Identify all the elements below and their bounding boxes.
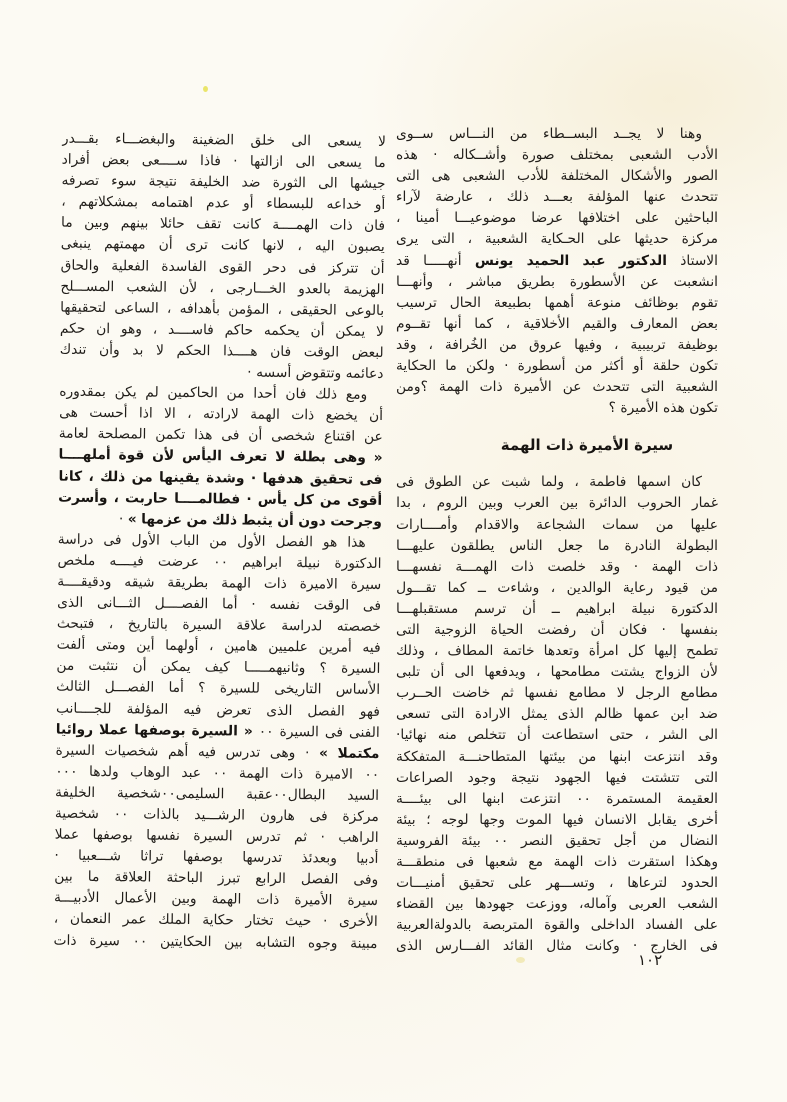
text-line: خصصته لدراسة علاقة السيرة بالتاريخ ، فتبحث <box>56 615 381 636</box>
text-line: الباحثين على اختلافها عرضا موضوعيـــا أمينا ، <box>396 210 718 227</box>
text-line: العقيمة المستمرة ٠٠ انتزعت ابنها الى بيئــــة <box>396 790 718 807</box>
text-line: هذا هو الفصل الأول من الباب الأول فى دراسة <box>57 531 366 551</box>
text-line: مبينة وجوه التشابه بين الحكايتين ٠٠ سيرة ذات <box>53 932 378 952</box>
text-line: تكون هذه الأميرة ؟ <box>608 400 718 417</box>
text-line: أخرى يقابل الانسان فيها الموت وجها لوجه ؛ بيئة <box>396 811 718 828</box>
paragraph <box>396 124 718 419</box>
text-line: الدكتورة نبيلة ابراهيم ــ أن ترسم مستقبلهـــا <box>396 600 718 617</box>
text-line: عليها من سمات الشجاعة والاقدام وأمــــارات <box>396 516 718 533</box>
text-line: الأدب الشعبى بمختلف صورة وأشــكاله · هذه <box>396 147 718 164</box>
text-line: الراهب · ثم تدرس السيرة نفسها بوصفها عملا <box>54 826 379 847</box>
text-line: ما يسعى الى ازالتها · فاذا ســــعى بعض أفراد <box>61 151 386 172</box>
text-line: لأن الزواج يشتت مطامحها ، ويدفعها الى أن تلبى <box>396 664 718 681</box>
text-line: أن يخضع ذات الهمة لارادته ، الا اذا أحست هى <box>59 404 384 425</box>
text-line: وهنا لا يجــد البســطاء من النـــاس ســوى <box>396 126 702 142</box>
text-line: « وهى بطلة لا تعرف اليأس لأن قوة أملهــــا <box>58 446 383 467</box>
text-line: تتحدث عنها المؤلفة بعـــد ذلك ، عارضة لآراء <box>396 189 718 206</box>
section-heading: سيرة الأميرة ذات الهمة <box>500 436 674 455</box>
text-line: بنفسها · فكان أن رفضت الحياة الزوجية التى <box>396 621 718 638</box>
text-line: الى الشر ، حتى استطاعت أن تتخلص منه نهائيا· <box>396 727 718 744</box>
text-line: الشعبية التى تتحدث عن الأميرة ذات الهمة ؟ومن <box>396 379 718 396</box>
text-line: أدبيا وبعدئذ تدرسها بوصفها تراثا شـــعبيا · <box>54 847 379 868</box>
text-line: ذات الهمة · وقد خلصت ذات الهمـــة نفسهـــا <box>396 558 718 575</box>
paragraph <box>58 382 384 533</box>
text-line: مكتملا » · وهى تدرس فيه أهم شخصيات السيرة <box>55 742 380 762</box>
text-line: تقوم بوظائف منوعة أهمها بطبيعة الحال ترسيب <box>396 294 718 311</box>
text-line: تطمح إليها كل امرأة وتعدها خاتمة المطاف ، وذلك <box>396 643 718 660</box>
text-line: الحدود لترعاها ، وتســـهر على تحقيق أمنيـــات <box>396 875 718 892</box>
text-line: مركزة حديثها على الحـكاية الشعبية ، التى يرى <box>396 231 718 248</box>
text-line: الهزيمة بالعدو الخـــارجى ، لأن الشعب المســـلح <box>60 278 385 298</box>
text-line: الشعب العربى وآماله، ووزعت جهودها بين القضاء <box>396 896 718 913</box>
text-line: وفى الفصل الرابع تبرز الباحثة العلاقة ما بين <box>54 868 379 889</box>
left-column <box>53 129 386 955</box>
text-line: أقوى من كل يأس · فطالمــــا حاربت ، وأسرت <box>58 489 383 509</box>
text-line: بوظيفة تربيبية ، وفيها عروق من الخُرافة ، وقد <box>396 336 718 353</box>
text-line: السيد البطال٠٠عقبة السليمى٠٠شخصية الخليفة <box>55 784 380 804</box>
text-line: تكون حلقة أو أكثر من أسطورة · ولكن ما الحكاية <box>396 358 718 375</box>
text-line: الاستاذ الدكتور عبد الحميد يونس أنهـــــا قد <box>396 252 718 269</box>
text-line: الصور والأشكال المختلفة للأدب الشعبى هى التى <box>396 168 718 185</box>
text-line: وجرحت دون أن يثبط ذلك من عزمها » · <box>118 510 383 530</box>
text-line: يصبون اليه ، لانها كانت ترى أن مهمتهم ينبغى <box>60 236 385 256</box>
paper-stain <box>203 86 208 92</box>
text-line: أن تتركز فى دحر القوى الفاسدة الفعلية والحاق <box>60 257 385 277</box>
text-line: ومع ذلك فان أحدا من الحاكمين لم يكن بمقدوره <box>59 383 368 403</box>
text-line: فى تحقيق هدفها · وشدة يقينها من ذلك ، كانا <box>58 468 383 488</box>
text-line: جيشها الى الثورة ضد الخليفة نتيجة سوء تصرفه <box>61 172 386 193</box>
text-line: الدكتورة نبيلة ابراهيم ٠٠ عرضت فيــــه ملخص <box>57 552 382 572</box>
paragraph <box>59 129 386 386</box>
text-line: مطامع الرجل لا مطامع نفسها ثم خاضت الحــرب <box>396 685 718 702</box>
text-line: غمار الحروب الدائرة بين العرب وبين الروم ، بدا <box>396 495 718 512</box>
text-line: سيرة الأميرة ذات الهمة وبين الأعمال الأدبيـــة <box>53 889 379 910</box>
text-line: فان ذات الهمــــة كانت تقف حائلا بينهم وبين ما <box>60 214 386 235</box>
text-line: السيرة ؟ وثانيهمـــــا كيف يمكن أن نتثبت من <box>56 657 381 678</box>
text-line: التى تتشتت فيها الجهود نتيجة وجود الصراعات <box>396 769 718 786</box>
text-line: الأساس التاريخى للسيرة ؟ أما الفصـــل الثالث <box>56 679 381 699</box>
text-line: فيه أمرين علميين هامين ، أولهما أين ومتى ألفت <box>56 636 381 657</box>
text-line: لا يسعى الى خلق الضغينة والبغضـــاء بقـــدر <box>61 130 386 150</box>
text-line: وقد انتزعت ابنها من بيئتها المتطاحنـــة المتفككة <box>396 748 718 765</box>
text-line: عن اقتناع شخصى أن فى هذا تكمن المصلحة لعامة <box>58 425 383 446</box>
paragraph <box>396 472 718 957</box>
text-line: ضد ابن عمها ظالم الذى يمثل الارادة التى تسعى <box>396 706 718 723</box>
page-number: ١٠٢ <box>638 951 663 969</box>
text-line: دعائمه وتتقوض أسسه · <box>247 364 384 383</box>
text-line: سيرة الاميرة ذات الهمة بطريقة شيقه ودقيقــــة <box>57 573 382 593</box>
text-line: الأخرى · حيث تختار حكاية الملك عمر النعمان ، <box>53 911 378 931</box>
right-column <box>396 124 718 957</box>
text-line: فى الوقت نفسه · أما الفصــــل الثـــانى الذى <box>57 594 382 615</box>
text-line: النضال من أجل تحقيق النصر ٠٠ بيئة الفروسية <box>396 832 718 849</box>
text-line: انشعبت عن الأسطورة بطريق مباشر ، وأنهـــا <box>396 273 718 290</box>
paper-stain <box>516 957 525 963</box>
text-line: لبعض الوقت فان هــــذا الحكم لا بد وأن تندك <box>59 341 384 361</box>
paragraph <box>53 529 381 954</box>
text-line: فهو الفصل الذى تعرض فيه المؤلفة للجــــانب <box>55 700 381 720</box>
text-line: على الفساد الداخلى والقوة المتربصة بالدولةالعربية <box>396 917 718 934</box>
text-line: الفنى فى السيرة ٠٠ « السيرة بوصفها عملا روائيا <box>55 721 380 741</box>
text-line: كان اسمها فاطمة ، ولما شبت عن الطوق فى <box>396 474 702 491</box>
text-line: مركزة فى هارون الرشـــيد بالذات ٠٠ شخصية <box>54 805 379 825</box>
text-line: من قيود رعاية الوالدين ، وشاءت ــ كما تقـــول <box>396 579 718 596</box>
text-line: لا يمكن أن يحكمه حاكم فاســــد ، وهو ان حكم <box>59 320 384 340</box>
text-line: بالوعى الحقيقى ، المؤمن بأهدافه ، الساعى لتحقيقها <box>60 299 385 319</box>
text-line: بعض المعارف والقيم الأخلاقية ، كما أنها تقــوم <box>396 315 718 332</box>
text-line: ٠٠ الاميرة ذات الهمة ٠٠ عبد الوهاب ولدها ٠٠٠ <box>55 763 380 783</box>
text-line: وهكذا استقرت ذات الهمة مع شعبها فى منطقـــة <box>396 854 718 870</box>
text-line: البطولة النادرة ما جعل الناس يطلقون عليهـــا <box>396 537 718 554</box>
text-line: فى الخارج · وكانت مثال القائد الفـــارس الذى <box>396 938 718 955</box>
text-line: أو خداعه للبسطاء أو عدم اهتمامه بمشكلاتهم ، <box>61 193 386 214</box>
